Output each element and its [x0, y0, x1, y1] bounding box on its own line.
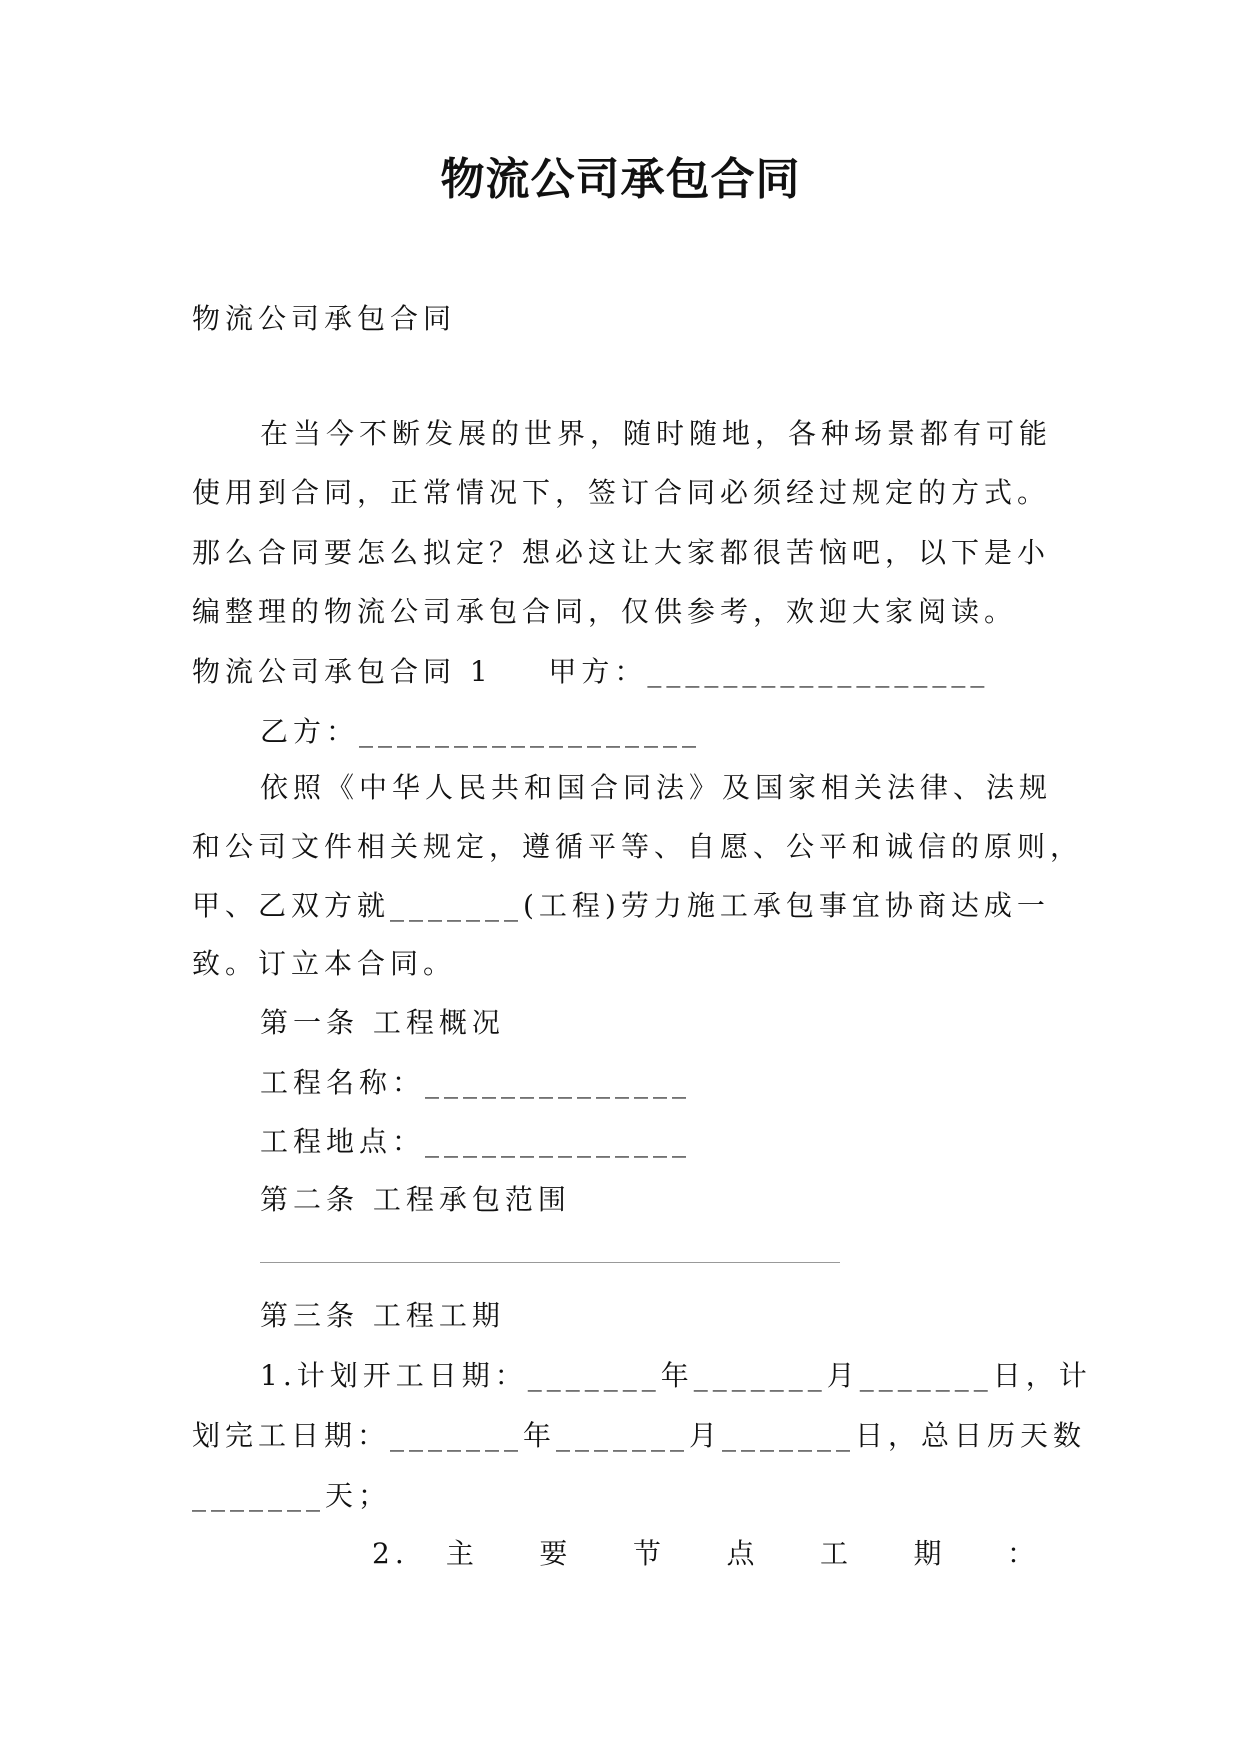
scope-blank-line — [260, 1262, 840, 1263]
paragraph-line: 致。订立本合同。 — [192, 947, 457, 980]
paragraph-line: 使用到合同，正常情况下，签订合同必须经过规定的方式。 — [192, 476, 1051, 509]
paragraph-line: 在当今不断发展的世界，随时随地，各种场景都有可能 — [260, 417, 1053, 450]
paragraph-line: 那么合同要怎么拟定？想必这让大家都很苦恼吧，以下是小 — [192, 536, 1051, 569]
project-location-field: 工程地点：______________ — [260, 1125, 692, 1158]
paragraph-line: 甲、乙双方就_______(工程)劳力施工承包事宜协商达成一 — [192, 889, 1050, 922]
paragraph-line: 编整理的物流公司承包合同，仅供参考，欢迎大家阅读。 — [192, 595, 1018, 628]
document-subtitle: 物流公司承包合同 — [192, 302, 457, 335]
article-3-heading: 第三条 工程工期 — [260, 1299, 505, 1332]
article-2-heading: 第二条 工程承包范围 — [260, 1183, 571, 1216]
paragraph-line: 和公司文件相关规定，遵循平等、自愿、公平和诚信的原则， — [192, 830, 1084, 863]
party-b-line: 乙方：__________________ — [260, 715, 702, 748]
project-name-field: 工程名称：______________ — [260, 1066, 692, 1099]
paragraph-line: 2. 主 要 节 点 工 期 ： — [372, 1537, 1040, 1570]
article-1-heading: 第一条 工程概况 — [260, 1006, 505, 1039]
paragraph-line: 1.计划开工日期：_______年_______月_______日，计 — [260, 1359, 1092, 1392]
paragraph-line: 划完工日期：_______年_______月_______日，总日历天数 — [192, 1419, 1087, 1452]
document-title: 物流公司承包合同 — [440, 154, 801, 205]
paragraph-line: _______天； — [192, 1479, 392, 1512]
contract-heading-party-a: 物流公司承包合同 1 甲方：__________________ — [192, 655, 990, 688]
paragraph-line: 依照《中华人民共和国合同法》及国家相关法律、法规 — [260, 771, 1053, 804]
